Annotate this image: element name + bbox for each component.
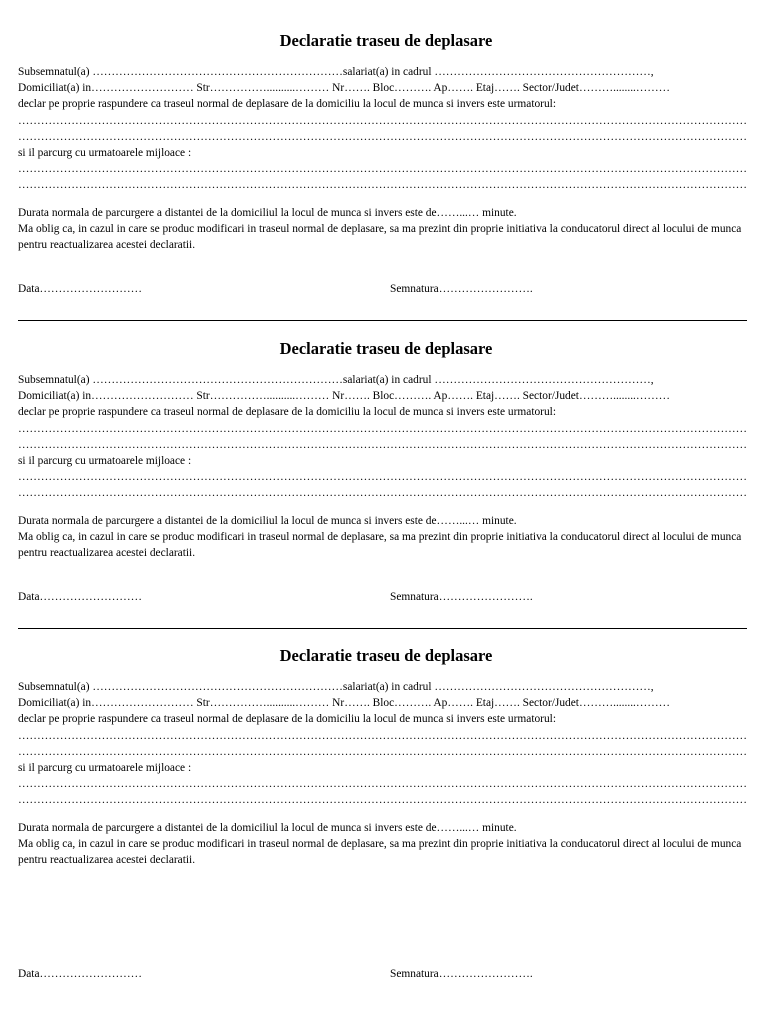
route-blank-line-1: ………………………………………………………………………………………………………………………………………………………………………… xyxy=(18,114,747,127)
route-blank-line-2: ………………………………………………………………………………………………………………………………………………………………………… xyxy=(18,438,747,451)
form-title: Declaratie traseu de deplasare xyxy=(279,646,493,665)
transport-means-label: si il parcurg cu urmatoarele mijloace : xyxy=(18,146,192,159)
declaration-statement: declar pe proprie raspundere ca traseul normal de deplasare de la domiciliu la locul de munca si invers este urmatorul: xyxy=(18,98,556,111)
duration-statement: Durata normala de parcurgere a distantei de la domiciliul la locul de munca si invers este de……...… minute. xyxy=(18,514,517,527)
declaration-statement: declar pe proprie raspundere ca traseul normal de deplasare de la domiciliu la locul de munca si invers este urmatorul: xyxy=(18,406,556,419)
transport-blank-line-2: ………………………………………………………………………………………………………………………………………………………………………… xyxy=(18,179,747,192)
declaration-form-2 xyxy=(18,338,754,561)
obligation-paragraph: Ma oblig ca, in cazul in care se produc modificari in traseul normal de deplasare, sa ma prezint din proprie initiativa la conducatorul direct al locului de munca pentru reactualizarea acestei declaratii. xyxy=(18,530,742,559)
route-blank-line-1: ………………………………………………………………………………………………………………………………………………………………………… xyxy=(18,422,747,435)
address-line: Domiciliat(a) in……………………… Str……………..........……… Nr……. Bloc………. Ap……. Etaj……. Sector/Judet………........……… xyxy=(18,390,671,403)
transport-means-label: si il parcurg cu urmatoarele mijloace : xyxy=(18,761,192,774)
declaration-form-1 xyxy=(18,30,754,253)
transport-means-label: si il parcurg cu urmatoarele mijloace : xyxy=(18,454,192,467)
transport-blank-line-1: ………………………………………………………………………………………………………………………………………………………………………… xyxy=(18,163,747,176)
declaration-statement: declar pe proprie raspundere ca traseul normal de deplasare de la domiciliu la locul de munca si invers este urmatorul: xyxy=(18,713,556,726)
transport-blank-line-1: ………………………………………………………………………………………………………………………………………………………………………… xyxy=(18,778,747,791)
form-title: Declaratie traseu de deplasare xyxy=(279,339,493,358)
transport-blank-line-2: ………………………………………………………………………………………………………………………………………………………………………… xyxy=(18,794,747,807)
duration-statement: Durata normala de parcurgere a distantei de la domiciliul la locul de munca si invers este de……...… minute. xyxy=(18,821,517,834)
route-blank-line-1: ………………………………………………………………………………………………………………………………………………………………………… xyxy=(18,729,747,742)
signature-field: Semnatura……………………. xyxy=(390,283,533,295)
obligation-paragraph: Ma oblig ca, in cazul in care se produc modificari in traseul normal de deplasare, sa ma prezint din proprie initiativa la conducatorul direct al locului de munca pentru reactualizarea acestei declaratii. xyxy=(18,222,742,251)
transport-blank-line-1: ………………………………………………………………………………………………………………………………………………………………………… xyxy=(18,471,747,484)
signature-field: Semnatura……………………. xyxy=(390,968,533,980)
date-field: Data……………………… xyxy=(18,591,143,603)
employee-name-line: Subsemnatul(a) …………………………………………………………salariat(a) in cadrul …………………………………………………, xyxy=(18,66,654,78)
declaration-form-3 xyxy=(18,645,754,868)
transport-blank-line-2: ………………………………………………………………………………………………………………………………………………………………………… xyxy=(18,487,747,500)
route-blank-line-2: ………………………………………………………………………………………………………………………………………………………………………… xyxy=(18,130,747,143)
date-field: Data……………………… xyxy=(18,968,143,980)
obligation-paragraph: Ma oblig ca, in cazul in care se produc modificari in traseul normal de deplasare, sa ma prezint din proprie initiativa la conducatorul direct al locului de munca pentru reactualizarea acestei declaratii. xyxy=(18,837,742,866)
address-line: Domiciliat(a) in……………………… Str……………..........……… Nr……. Bloc………. Ap……. Etaj……. Sector/Judet………........……… xyxy=(18,82,671,95)
date-field: Data……………………… xyxy=(18,283,143,295)
signature-field: Semnatura……………………. xyxy=(390,591,533,603)
separator-line xyxy=(18,628,747,629)
duration-statement: Durata normala de parcurgere a distantei de la domiciliul la locul de munca si invers este de……...… minute. xyxy=(18,206,517,219)
employee-name-line: Subsemnatul(a) …………………………………………………………salariat(a) in cadrul …………………………………………………, xyxy=(18,681,654,693)
form-title: Declaratie traseu de deplasare xyxy=(279,31,493,50)
employee-name-line: Subsemnatul(a) …………………………………………………………salariat(a) in cadrul …………………………………………………, xyxy=(18,374,654,386)
address-line: Domiciliat(a) in……………………… Str……………..........……… Nr……. Bloc………. Ap……. Etaj……. Sector/Judet………........……… xyxy=(18,697,671,710)
route-blank-line-2: ………………………………………………………………………………………………………………………………………………………………………… xyxy=(18,745,747,758)
separator-line xyxy=(18,320,747,321)
